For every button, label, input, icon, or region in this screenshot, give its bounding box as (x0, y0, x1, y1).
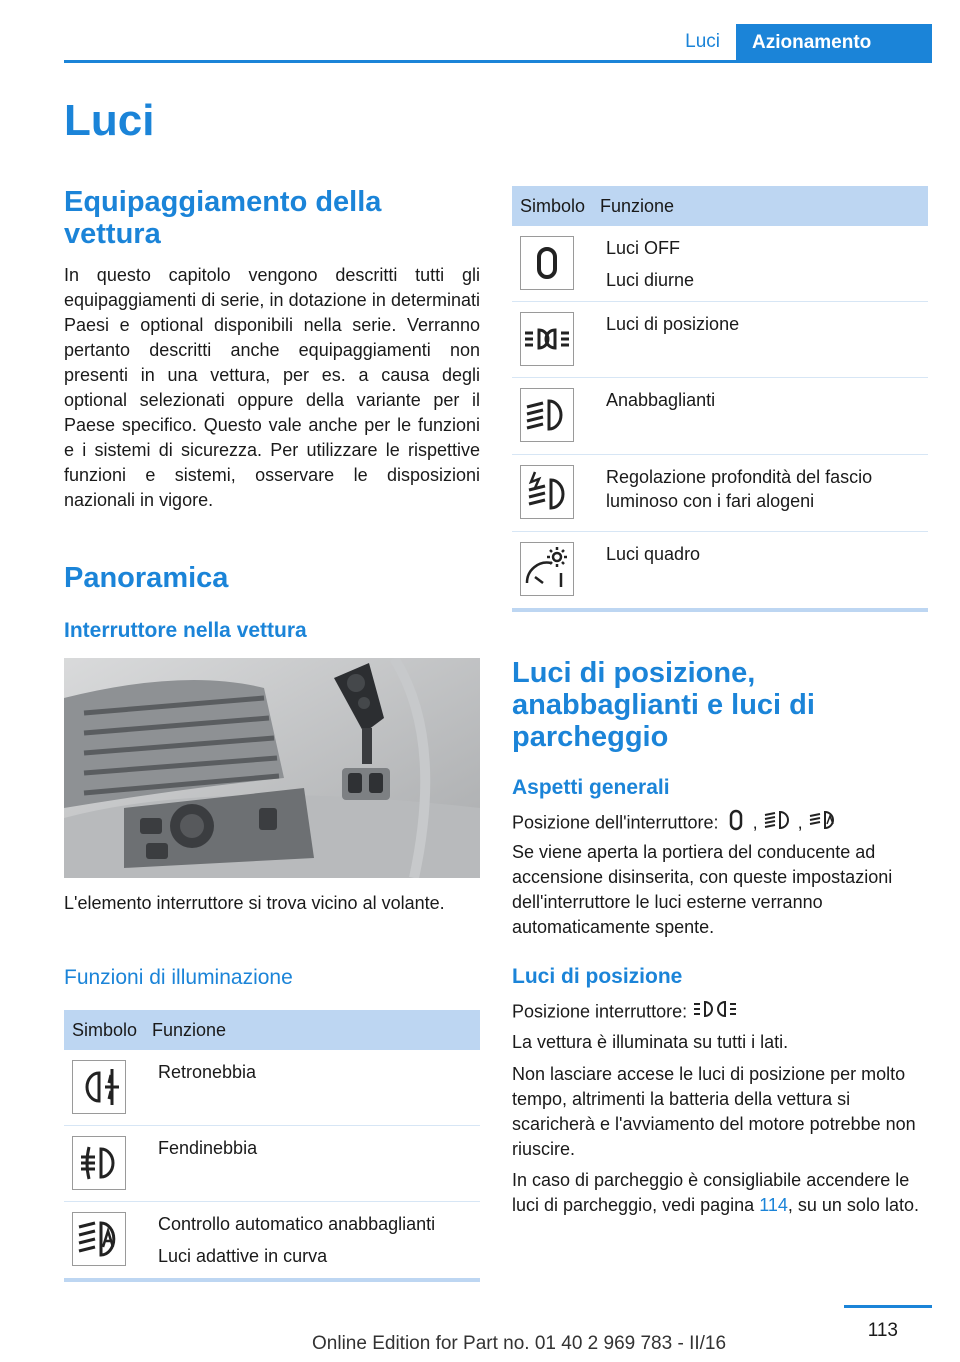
table-row (512, 302, 928, 378)
dashboard-switch-photo (64, 658, 480, 878)
heading-panoramica: Panoramica (64, 562, 229, 594)
header-rule (64, 60, 932, 63)
aspetti-text: Se viene aperta la portiera del conducente ad accensione disinserita, con queste impostazioni dell'interruttore le luci esterne verranno automaticamente spente. (512, 842, 893, 937)
switch-position-line-2 (512, 997, 932, 1028)
instrument-lighting-icon (520, 542, 574, 596)
table-header (512, 186, 928, 226)
footer-rule (844, 1305, 932, 1308)
row-text: Regolazione profondità del fascio luminoso con i fari alogeni (606, 467, 873, 511)
light-off-zero-icon (520, 236, 574, 290)
paragraph-batteria: Non lasciare accese le luci di posizione per molto tempo, altrimenti la batteria della vettura si scaricherà e l'avviamento del motore potrebbe non riuscire. (512, 1064, 916, 1159)
auto-high-beam-icon (72, 1212, 126, 1266)
row-text: Anabbaglianti (606, 390, 716, 410)
table-row (64, 1202, 480, 1278)
heading-interruttore: Interruttore nella vettura (64, 619, 307, 642)
headlight-range-icon (520, 465, 574, 519)
table-row (512, 226, 928, 302)
header-section-link[interactable]: Luci (685, 31, 720, 52)
heading-equipaggiamento: Equipaggiamento della vettura (64, 186, 382, 250)
photo-caption: L'elemento interruttore si trova vicino al volante. (64, 893, 445, 913)
switch-position-label: Posizione interruttore: (512, 1001, 688, 1022)
col-function: Funzione (152, 1019, 227, 1040)
edition-footer: Online Edition for Part no. 01 40 2 969 783 - II/16 (312, 1333, 727, 1354)
page-number: 113 (867, 1320, 898, 1341)
page-link-114[interactable]: 114 (759, 1195, 788, 1215)
paragraph-parcheggio (512, 1168, 928, 1218)
parcheggio-text-end: , su un solo lato. (787, 1195, 919, 1215)
lighting-functions-table-left (64, 1010, 480, 1282)
front-fog-light-icon (72, 1136, 126, 1190)
row-text: Retronebbia (158, 1062, 257, 1082)
row-text: Luci di posizione (606, 314, 740, 334)
light-off-zero-icon (724, 808, 748, 839)
row-text: Controllo automatico anabbaglianti Luci adattive in curva (158, 1214, 436, 1266)
separator: , (797, 812, 803, 833)
rear-fog-light-icon (72, 1060, 126, 1114)
lighting-functions-table-right (512, 186, 928, 612)
parking-light-icon (520, 312, 574, 366)
separator: , (752, 812, 758, 833)
table-row (512, 455, 928, 532)
table-row (512, 378, 928, 455)
col-symbol: Simbolo (520, 195, 586, 216)
table-bottom-rule (64, 1278, 480, 1282)
heading-aspetti-generali: Aspetti generali (512, 776, 670, 799)
row-text: Luci OFF Luci diurne (606, 238, 695, 290)
heading-funzioni: Funzioni di illuminazione (64, 966, 293, 989)
table-row (512, 532, 928, 608)
equipaggiamento-text: In questo capitolo vengono descritti tutti gli equipaggiamenti di serie, in dotazione in determinati Paesi e optional disponibili nella serie. Verranno pertanto descritti anche equipaggiamenti non presenti in una vettura, per es. a causa degli optional selezionati oppure della variante per il Paese specifico. Questo vale anche per le funzioni e i sistemi di sicurezza. Per utilizzare le rispettive funzioni e sistemi, osservare le disposizioni nazionali in vigore. (64, 265, 480, 510)
parking-light-icon (692, 997, 740, 1028)
row-text: Luci quadro (606, 544, 701, 564)
parcheggio-text: In caso di parcheggio è consigliabile accendere le luci di parcheggio, vedi pagina (512, 1170, 910, 1215)
col-function: Funzione (600, 195, 675, 216)
auto-high-beam-icon (808, 808, 838, 839)
col-symbol: Simbolo (72, 1019, 138, 1040)
header-tab-azionamento[interactable]: Azionamento (736, 24, 932, 62)
low-beam-icon (520, 388, 574, 442)
switch-position-line (512, 808, 932, 839)
paragraph-illuminata: La vettura è illuminata su tutti i lati. (512, 1032, 789, 1052)
table-row (64, 1126, 480, 1202)
table-header (64, 1010, 480, 1050)
table-bottom-rule (512, 608, 928, 612)
heading-luci-di-posizione: Luci di posizione (512, 965, 683, 988)
low-beam-icon (763, 808, 793, 839)
row-text: Fendinebbia (158, 1138, 258, 1158)
switch-position-label: Posizione dell'interruttore: (512, 812, 719, 833)
heading-luci-posizione-anabbaglianti: Luci di posizione, anabbaglianti e luci di parcheggio (512, 657, 815, 753)
table-row (64, 1050, 480, 1126)
page-title: Luci (64, 96, 155, 145)
